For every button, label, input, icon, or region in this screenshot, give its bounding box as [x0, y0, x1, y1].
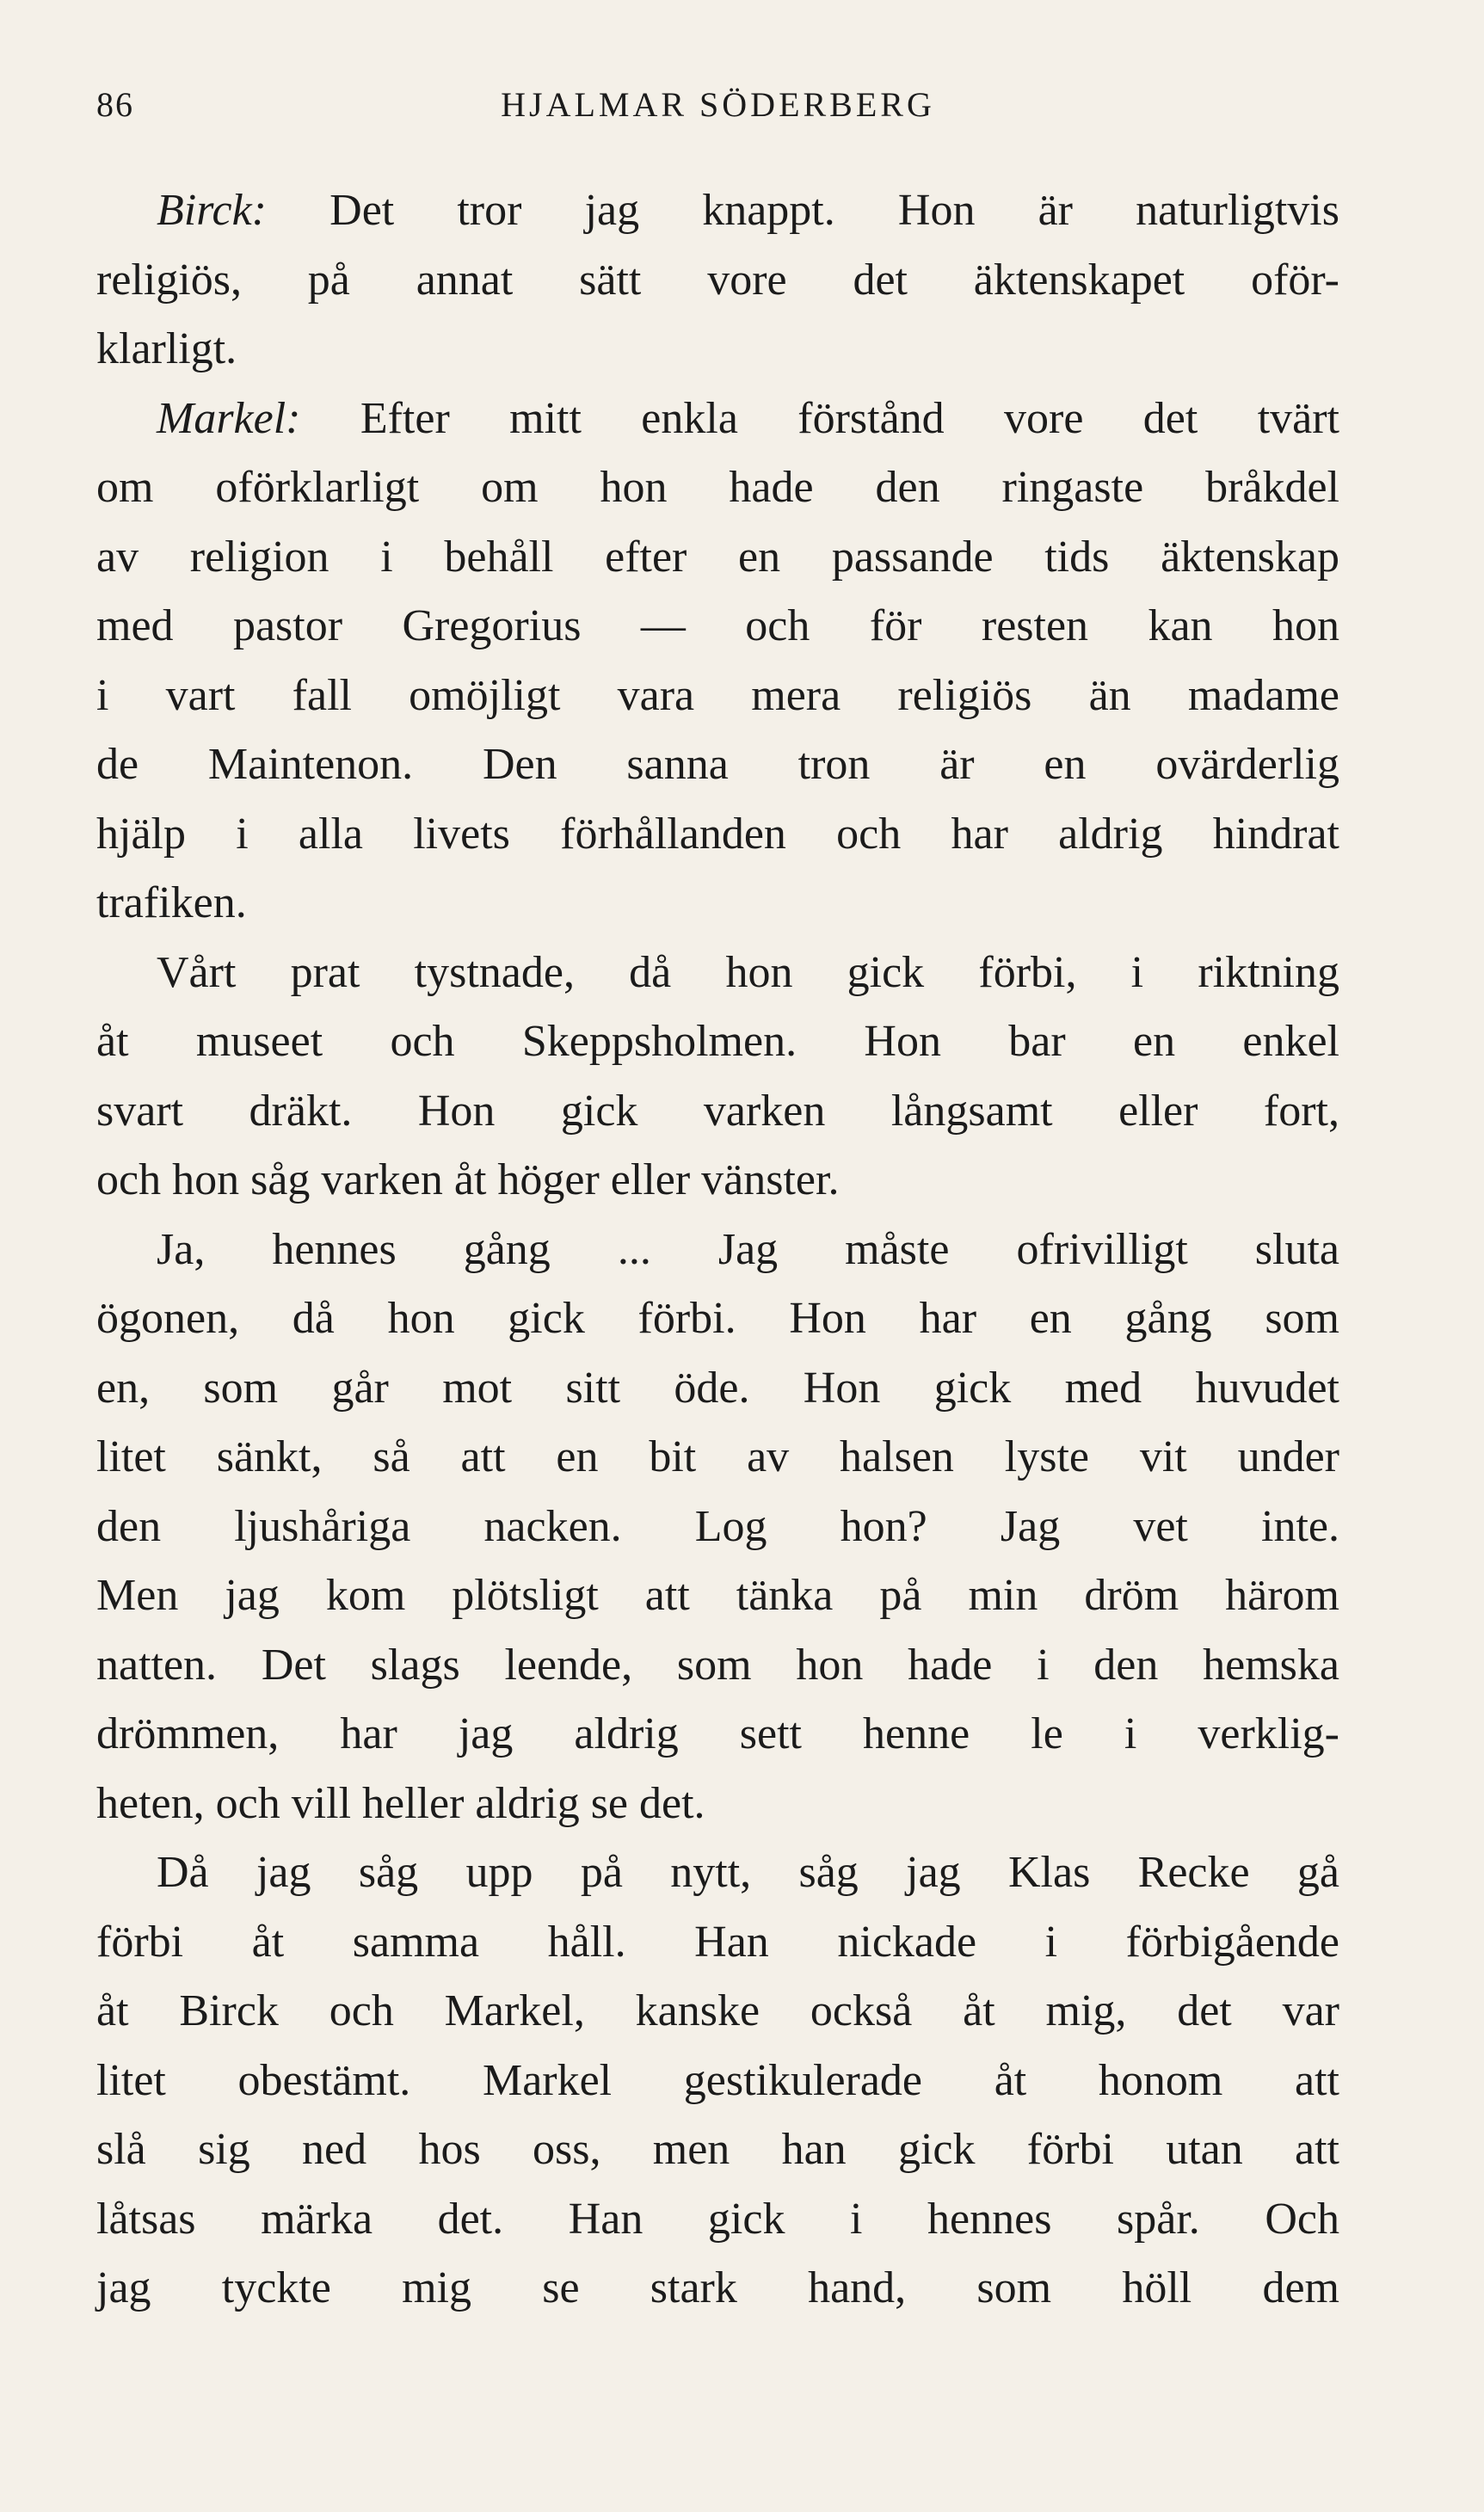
- text-line: [96, 2254, 1339, 2324]
- text-line: [96, 800, 1339, 870]
- line-text: en, som går mot sitt öde. Hon gick med huvudet: [96, 1363, 1339, 1413]
- line-text: ögonen, då hon gick förbi. Hon har en gång som: [96, 1294, 1339, 1343]
- text-line: [96, 1977, 1339, 2047]
- text-line: [96, 1493, 1339, 1562]
- body-text: [96, 176, 1339, 2324]
- line-text: litet sänkt, så att en bit av halsen lyste vit under: [96, 1432, 1339, 1481]
- line-text: Det tror jag knappt. Hon är naturligtvis: [267, 186, 1339, 235]
- running-head: [96, 84, 1339, 136]
- text-line: [96, 1284, 1339, 1354]
- line-text: de Maintenon. Den sanna tron är en ovärderlig: [96, 740, 1339, 789]
- text-line: [96, 730, 1339, 800]
- line-text: hjälp i alla livets förhållanden och har aldrig hindrat: [96, 809, 1339, 859]
- line-text: och hon såg varken åt höger eller vänster.: [96, 1155, 840, 1204]
- text-line: [96, 1216, 1339, 1285]
- line-text: heten, och vill heller aldrig se det.: [96, 1778, 705, 1828]
- text-line: [96, 246, 1339, 316]
- text-line: [96, 1146, 1339, 1216]
- text-line: [96, 2185, 1339, 2255]
- line-text: åt Birck och Markel, kanske också åt mig, det var: [96, 1986, 1339, 2035]
- line-text: Efter mitt enkla förstånd vore det tvärt: [300, 393, 1339, 443]
- line-text: med pastor Gregorius — och för resten kan hon: [96, 601, 1339, 650]
- text-line: [96, 385, 1339, 454]
- line-text: Men jag kom plötsligt att tänka på min dröm härom: [96, 1571, 1339, 1620]
- text-line: [96, 1770, 1339, 1839]
- text-line: [96, 1908, 1339, 1978]
- text-line: [96, 1700, 1339, 1770]
- text-line: [96, 2115, 1339, 2185]
- running-title: HJALMAR SÖDERBERG: [501, 85, 935, 124]
- line-text: Då jag såg upp på nytt, såg jag Klas Recke gå: [157, 1848, 1339, 1897]
- line-text: den ljushåriga nacken. Log hon? Jag vet inte.: [96, 1501, 1339, 1551]
- speaker-name: Markel:: [157, 393, 301, 443]
- text-line: [96, 2047, 1339, 2116]
- text-line: [96, 453, 1339, 523]
- line-text: åt museet och Skeppsholmen. Hon bar en enkel: [96, 1017, 1339, 1066]
- text-line: [96, 176, 1339, 246]
- line-text: klarligt.: [96, 324, 237, 373]
- text-line: [96, 1423, 1339, 1493]
- line-text: förbi åt samma håll. Han nickade i förbigående: [96, 1917, 1339, 1967]
- line-text: trafiken.: [96, 878, 247, 927]
- line-text: litet obestämt. Markel gestikulerade åt honom att: [96, 2055, 1339, 2105]
- line-text: låtsas märka det. Han gick i hennes spår. Och: [96, 2194, 1339, 2244]
- text-line: [96, 592, 1339, 662]
- text-line: [96, 939, 1339, 1008]
- line-text: Vårt prat tystnade, då hon gick förbi, i riktning: [157, 947, 1339, 997]
- text-line: [96, 315, 1339, 385]
- text-line: [96, 1838, 1339, 1908]
- line-text: jag tyckte mig se stark hand, som höll dem: [96, 2263, 1339, 2312]
- line-text: natten. Det slags leende, som hon hade i den hemska: [96, 1640, 1339, 1690]
- line-text: Ja, hennes gång ... Jag måste ofrivilligt sluta: [157, 1224, 1339, 1274]
- text-line: [96, 662, 1339, 731]
- line-text: religiös, på annat sätt vore det äktenskapet oför-: [96, 255, 1339, 305]
- line-text: slå sig ned hos oss, men han gick förbi utan att: [96, 2125, 1339, 2174]
- line-text: av religion i behåll efter en passande tids äktenskap: [96, 532, 1339, 582]
- text-line: [96, 1561, 1339, 1631]
- page-number: 86: [96, 85, 134, 124]
- text-line: [96, 523, 1339, 593]
- line-text: om oförklarligt om hon hade den ringaste bråkdel: [96, 463, 1339, 512]
- text-line: [96, 1631, 1339, 1701]
- text-line: [96, 869, 1339, 939]
- line-text: i vart fall omöjligt vara mera religiös än madame: [96, 670, 1339, 720]
- text-line: [96, 1007, 1339, 1077]
- line-text: svart dräkt. Hon gick varken långsamt eller fort,: [96, 1086, 1339, 1136]
- text-line: [96, 1077, 1339, 1147]
- text-line: [96, 1354, 1339, 1424]
- speaker-name: Birck:: [157, 186, 267, 235]
- line-text: drömmen, har jag aldrig sett henne le i verklig-: [96, 1709, 1339, 1758]
